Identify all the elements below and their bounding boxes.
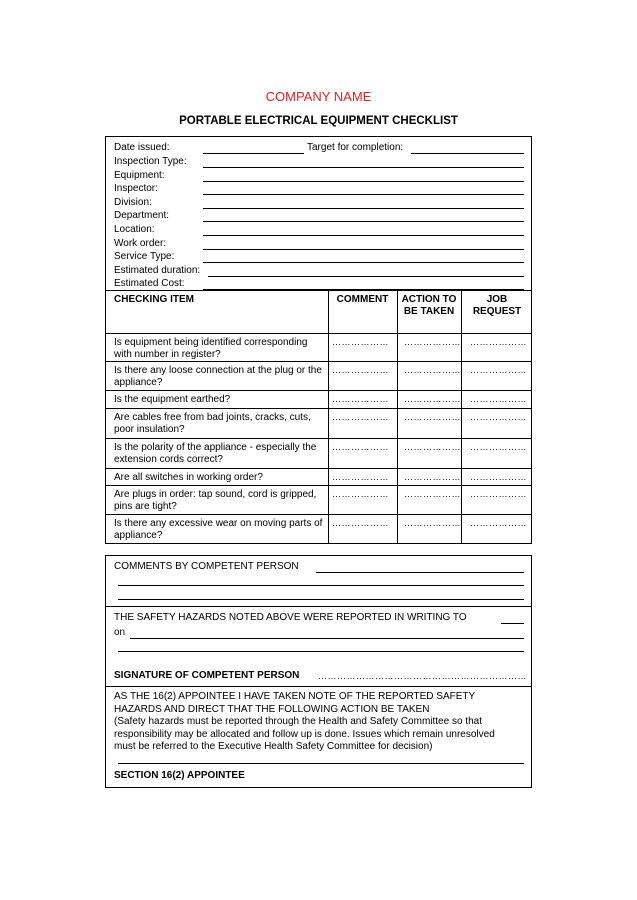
checklist-question: Is the equipment earthed? xyxy=(114,394,231,405)
job-request-dots[interactable]: ……………… xyxy=(470,472,527,482)
hazards-reported-text: THE SAFETY HAZARDS NOTED ABOVE WERE REPORTED IN WRITING TO xyxy=(114,612,467,623)
field-input-line[interactable] xyxy=(203,167,524,168)
field-input-line[interactable] xyxy=(203,208,524,209)
checklist-question: Is there any loose connection at the plug or the appliance? xyxy=(114,365,322,388)
checklist-question: Is equipment being identified corresponding with number in register? xyxy=(114,337,308,360)
field-input-line[interactable] xyxy=(203,194,524,195)
comments-line[interactable] xyxy=(118,599,524,600)
job-request-dots[interactable]: ……………… xyxy=(470,365,527,375)
field-label: Estimated duration: xyxy=(114,264,201,276)
hazards-line[interactable] xyxy=(118,651,524,652)
field-label: Division: xyxy=(114,196,152,208)
comment-dots[interactable]: ……………… xyxy=(332,365,389,375)
action-dots[interactable]: ……………… xyxy=(404,489,461,499)
section-divider xyxy=(106,606,531,607)
appointee-text-line: responsibility may be allocated and follow up is done. Issues which remain unresolved xyxy=(114,728,495,740)
field-input-line[interactable] xyxy=(203,235,524,236)
comments-field[interactable] xyxy=(316,572,524,573)
signature-label: SIGNATURE OF COMPETENT PERSON xyxy=(114,670,300,681)
table-row-divider xyxy=(106,361,531,362)
table-row-divider xyxy=(106,514,531,515)
hazards-on-label: on xyxy=(114,627,126,638)
comment-dots[interactable]: ……………… xyxy=(332,394,389,404)
appointee-label: SECTION 16(2) APPOINTEE xyxy=(114,770,245,781)
appointee-line[interactable] xyxy=(118,763,524,764)
column-divider xyxy=(397,290,398,543)
field-input-line[interactable] xyxy=(203,262,524,263)
action-dots[interactable]: ……………… xyxy=(404,365,461,375)
job-request-dots[interactable]: ……………… xyxy=(470,489,527,499)
appointee-text-line: HAZARDS AND DIRECT THAT THE FOLLOWING ACTION BE TAKEN xyxy=(114,703,430,715)
field-label: Department: xyxy=(114,210,170,222)
field-input-line[interactable] xyxy=(203,249,524,250)
table-row-divider xyxy=(106,438,531,439)
column-divider xyxy=(461,290,462,543)
reported-on-field[interactable] xyxy=(130,638,524,639)
job-request-dots[interactable]: ……………… xyxy=(470,394,527,404)
target-completion-label: Target for completion: xyxy=(307,142,404,153)
date-issued-label: Date issued: xyxy=(114,142,170,153)
column-header-comment: COMMENT xyxy=(336,294,389,305)
checklist-question: Are plugs in order: tap sound, cord is gripped, pins are tight? xyxy=(114,489,317,512)
checklist-box xyxy=(105,136,532,544)
table-row-divider xyxy=(106,333,531,334)
job-request-dots[interactable]: ……………… xyxy=(470,442,527,452)
column-divider xyxy=(328,290,329,543)
field-label: Work order: xyxy=(114,237,167,249)
column-header-job-request: JOB REQUEST xyxy=(472,294,522,317)
reported-to-field[interactable] xyxy=(501,623,524,624)
checklist-question: Is there any excessive wear on moving parts of appliance? xyxy=(114,518,323,541)
comments-line[interactable] xyxy=(118,585,524,586)
field-input-line[interactable] xyxy=(208,276,524,277)
job-request-dots[interactable]: ……………… xyxy=(470,337,527,347)
comment-dots[interactable]: ……………… xyxy=(332,412,389,422)
comments-box xyxy=(105,555,532,788)
checklist-question: Is the polarity of the appliance - especially the extension cords correct? xyxy=(114,442,317,465)
comment-dots[interactable]: ……………… xyxy=(332,442,389,452)
checklist-question: Are cables free from bad joints, cracks, cuts, poor insulation? xyxy=(114,412,311,435)
field-label: Equipment: xyxy=(114,169,165,181)
comment-dots[interactable]: ……………… xyxy=(332,518,389,528)
action-dots[interactable]: ……………… xyxy=(404,412,461,422)
field-label: Estimated Cost: xyxy=(114,278,185,290)
date-issued-field[interactable] xyxy=(203,153,304,154)
comments-label: COMMENTS BY COMPETENT PERSON xyxy=(114,561,299,572)
table-top-border xyxy=(106,290,531,291)
appointee-text-line: AS THE 16(2) APPOINTEE I HAVE TAKEN NOTE OF THE REPORTED SAFETY xyxy=(114,691,476,702)
job-request-dots[interactable]: ……………… xyxy=(470,518,527,528)
table-row-divider xyxy=(106,390,531,391)
field-input-line[interactable] xyxy=(203,181,524,182)
column-header-checking-item: CHECKING ITEM xyxy=(114,294,194,305)
comment-dots[interactable]: ……………… xyxy=(332,472,389,482)
field-input-line[interactable] xyxy=(203,221,524,222)
section-divider xyxy=(106,686,531,687)
action-dots[interactable]: ……………… xyxy=(404,472,461,482)
action-dots[interactable]: ……………… xyxy=(404,442,461,452)
company-name: COMPANY NAME xyxy=(265,89,372,104)
comment-dots[interactable]: ……………… xyxy=(332,489,389,499)
field-label: Inspection Type: xyxy=(114,156,187,167)
appointee-text-line: (Safety hazards must be reported through the Health and Safety Committee so that xyxy=(114,716,482,727)
appointee-text-line: must be referred to the Executive Health Safety Committee for decision) xyxy=(114,741,433,752)
field-label: Service Type: xyxy=(114,251,175,263)
action-dots[interactable]: ……………… xyxy=(404,337,461,347)
signature-dots[interactable]: ………………………………………………………… xyxy=(318,671,527,681)
action-dots[interactable]: ……………… xyxy=(404,394,461,404)
checklist-question: Are all switches in working order? xyxy=(114,472,263,483)
table-row-divider xyxy=(106,468,531,469)
target-completion-field[interactable] xyxy=(411,153,524,154)
field-label: Inspector: xyxy=(114,183,158,195)
column-header-action: ACTION TO BE TAKEN xyxy=(401,294,457,317)
table-row-divider xyxy=(106,485,531,486)
job-request-dots[interactable]: ……………… xyxy=(470,412,527,422)
field-label: Location: xyxy=(114,224,155,235)
action-dots[interactable]: ……………… xyxy=(404,518,461,528)
table-row-divider xyxy=(106,408,531,409)
comment-dots[interactable]: ……………… xyxy=(332,337,389,347)
document-title: PORTABLE ELECTRICAL EQUIPMENT CHECKLIST xyxy=(179,115,458,127)
